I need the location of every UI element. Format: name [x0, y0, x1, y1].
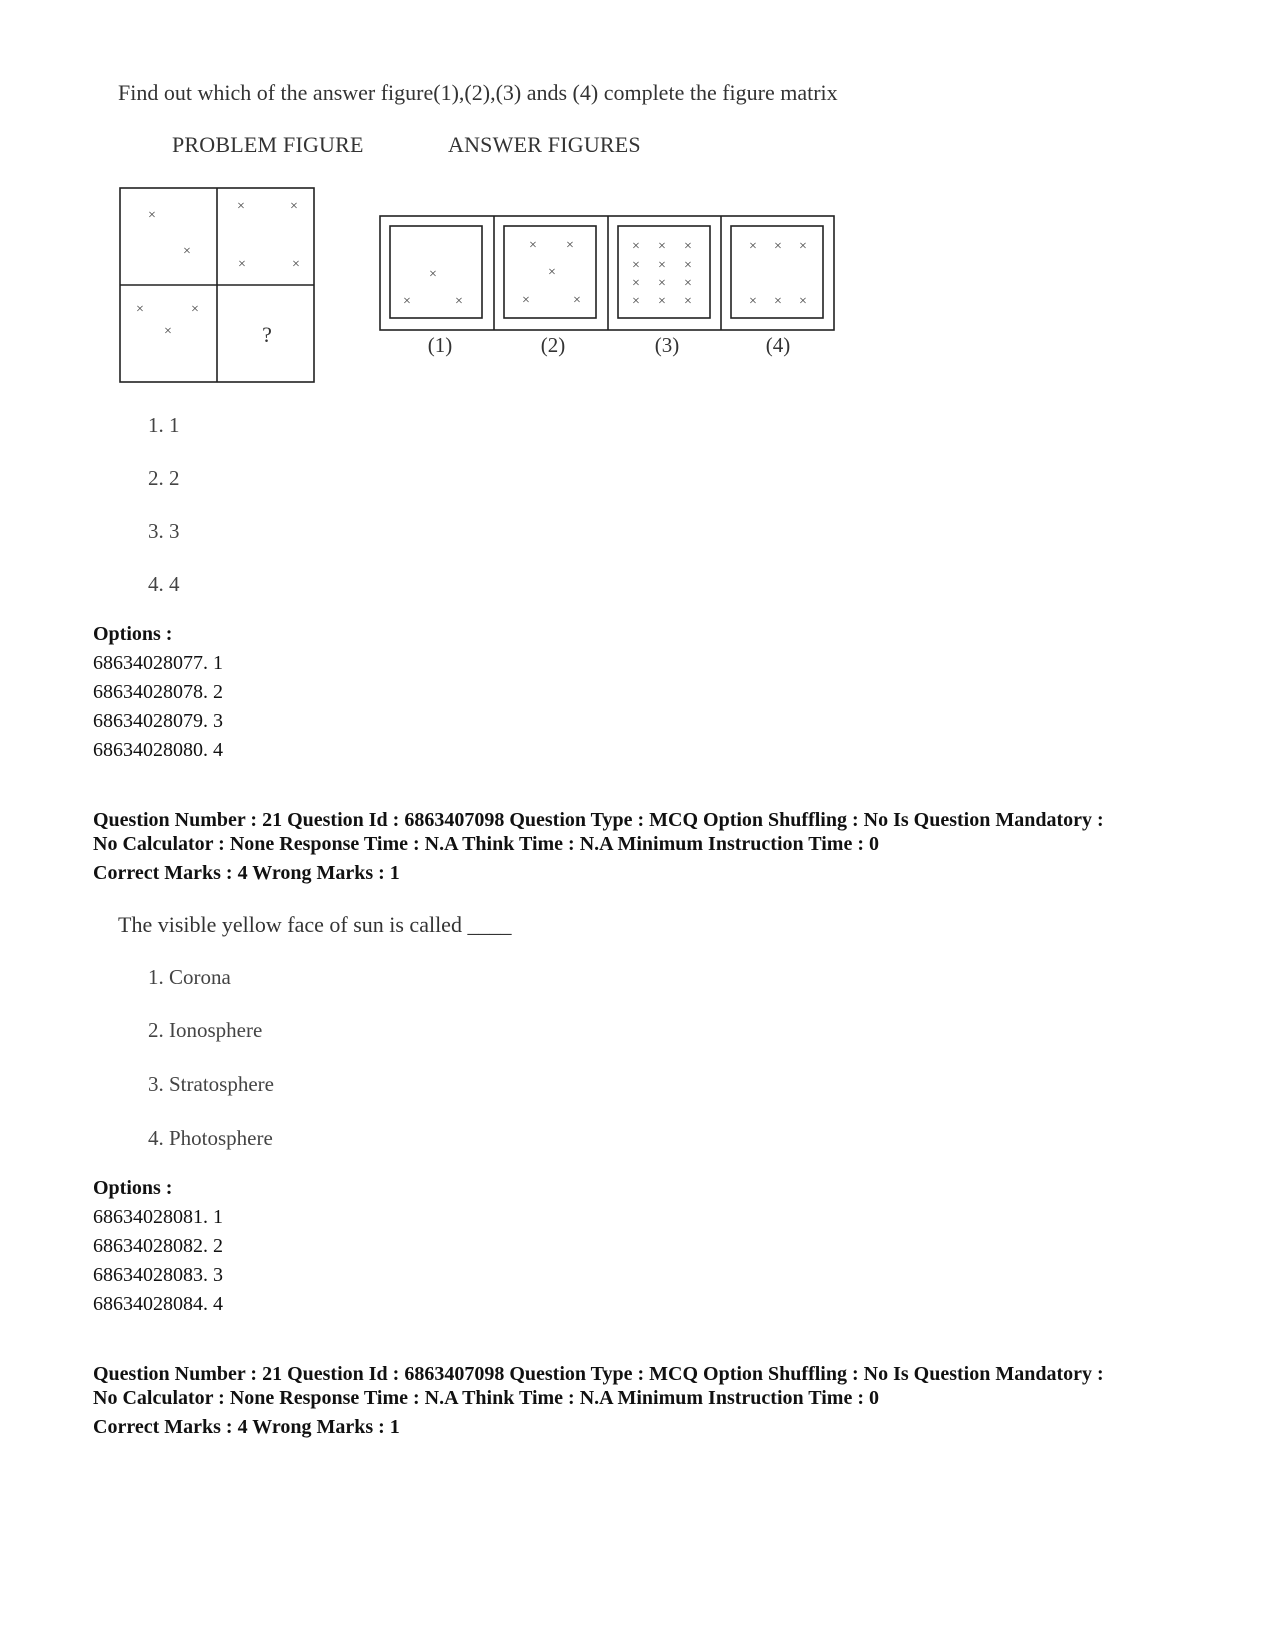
- cross-mark: ×: [684, 239, 692, 254]
- answer-choice: 1. Corona: [148, 965, 231, 989]
- answer-figure-label: (4): [765, 333, 791, 357]
- cross-mark: ×: [658, 276, 666, 291]
- cross-mark: ×: [684, 276, 692, 291]
- cross-mark: ×: [632, 258, 640, 273]
- cross-mark: ×: [191, 302, 199, 317]
- cross-mark: ×: [290, 199, 298, 214]
- cross-mark: ×: [799, 294, 807, 309]
- cross-mark: ×: [799, 239, 807, 254]
- answer-choice: 4. 4: [148, 572, 180, 596]
- answer-choice: 3. 3: [148, 519, 180, 543]
- problem-figure-matrix: [118, 186, 318, 386]
- question-meta-line: Question Number : 21 Question Id : 6863407098 Question Type : MCQ Option Shuffling : No Is Question Mandatory :: [93, 1363, 1104, 1385]
- cross-mark: ×: [684, 258, 692, 273]
- answer-figure-label: (1): [427, 333, 453, 357]
- cross-mark: ×: [632, 294, 640, 309]
- option-line: 68634028080. 4: [93, 739, 223, 761]
- answer-choice: 3. Stratosphere: [148, 1072, 274, 1096]
- matrix-marks: [136, 199, 300, 339]
- answer-choice: 1. 1: [148, 413, 180, 437]
- answer-choice: 4. Photosphere: [148, 1126, 273, 1150]
- cross-mark: ×: [658, 239, 666, 254]
- cross-mark: ×: [522, 293, 530, 308]
- option-line: 68634028084. 4: [93, 1293, 223, 1315]
- cross-mark: ×: [749, 294, 757, 309]
- answer-choice: 2. 2: [148, 466, 180, 490]
- cross-mark: ×: [774, 294, 782, 309]
- cross-mark: ×: [548, 265, 556, 280]
- cross-mark: ×: [136, 302, 144, 317]
- cross-mark: ×: [658, 294, 666, 309]
- answer-figure-label: (3): [654, 333, 680, 357]
- answer-figures-label: ANSWER FIGURES: [448, 132, 641, 157]
- cross-mark: ×: [148, 208, 156, 223]
- option-line: 68634028082. 2: [93, 1235, 223, 1257]
- question-marks-line: Correct Marks : 4 Wrong Marks : 1: [93, 1416, 400, 1438]
- question-meta-line: Question Number : 21 Question Id : 6863407098 Question Type : MCQ Option Shuffling : No Is Question Mandatory :: [93, 809, 1104, 831]
- problem-figure-label: PROBLEM FIGURE: [172, 132, 364, 157]
- question-mark: ?: [262, 322, 272, 347]
- question-meta-line: No Calculator : None Response Time : N.A Think Time : N.A Minimum Instruction Time : 0: [93, 833, 879, 855]
- option-line: 68634028081. 1: [93, 1206, 223, 1228]
- question-marks-line: Correct Marks : 4 Wrong Marks : 1: [93, 862, 400, 884]
- options-heading: Options :: [93, 623, 173, 645]
- cross-mark: ×: [238, 257, 246, 272]
- cross-mark: ×: [164, 324, 172, 339]
- option-line: 68634028077. 1: [93, 652, 223, 674]
- question-prompt: Find out which of the answer figure(1),(2),(3) ands (4) complete the figure matrix: [118, 80, 838, 105]
- cross-mark: ×: [573, 293, 581, 308]
- option-line: 68634028083. 3: [93, 1264, 223, 1286]
- cross-mark: ×: [429, 267, 437, 282]
- cross-mark: ×: [632, 276, 640, 291]
- cross-mark: ×: [403, 294, 411, 309]
- cross-mark: ×: [749, 239, 757, 254]
- question-prompt: The visible yellow face of sun is called ____: [118, 912, 512, 937]
- cross-mark: ×: [658, 258, 666, 273]
- answer-figures: [378, 214, 838, 364]
- options-heading: Options :: [93, 1177, 173, 1199]
- cross-mark: ×: [684, 294, 692, 309]
- cross-mark: ×: [632, 239, 640, 254]
- cross-mark: ×: [529, 238, 537, 253]
- cross-mark: ×: [566, 238, 574, 253]
- answer-figure-label: (2): [540, 333, 566, 357]
- question-meta-line: No Calculator : None Response Time : N.A Think Time : N.A Minimum Instruction Time : 0: [93, 1387, 879, 1409]
- cross-mark: ×: [292, 257, 300, 272]
- cross-mark: ×: [183, 244, 191, 259]
- cross-mark: ×: [237, 199, 245, 214]
- cross-mark: ×: [455, 294, 463, 309]
- cross-mark: ×: [774, 239, 782, 254]
- option-line: 68634028079. 3: [93, 710, 223, 732]
- answer-choice: 2. Ionosphere: [148, 1018, 263, 1042]
- option-line: 68634028078. 2: [93, 681, 223, 703]
